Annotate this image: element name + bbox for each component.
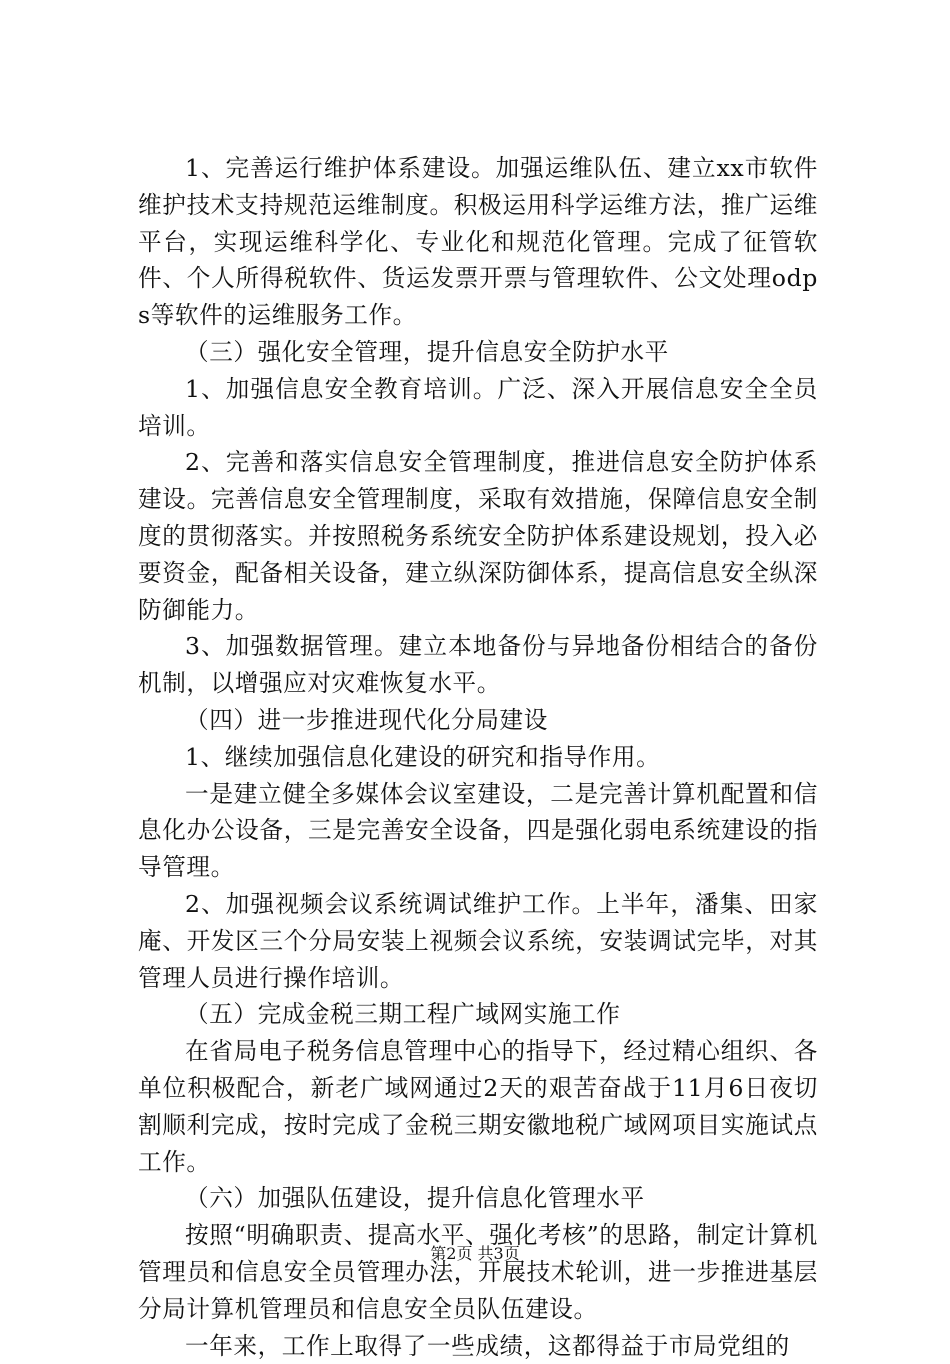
paragraph-summary: 一年来，工作上取得了一些成绩，这都得益于市局党组的 bbox=[138, 1328, 818, 1364]
paragraph-security-rules: 2、完善和落实信息安全管理制度，推进信息安全防护体系建设。完善信息安全管理制度，采取有效措施，保障信息安全制度的贯彻落实。并按照税务系统安全防护体系建设规划，投入必要资金，配备相关设备，建立纵深防御体系，提高信息安全纵深防御能力。 bbox=[138, 444, 818, 628]
heading-security: （三）强化安全管理，提升信息安全防护水平 bbox=[138, 334, 818, 371]
paragraph-video-conference: 2、加强视频会议系统调试维护工作。上半年，潘集、田家庵、开发区三个分局安装上视频会议系统，安装调试完毕，对其管理人员进行操作培训。 bbox=[138, 886, 818, 996]
paragraph-admin-training: 按照“明确职责、提高水平、强化考核”的思路，制定计算机管理员和信息安全员管理办法，开展技术轮训，进一步推进基层分局计算机管理员和信息安全员队伍建设。 bbox=[138, 1217, 818, 1327]
paragraph-ops-system: 1、完善运行维护体系建设。加强运维队伍、建立xx市软件维护技术支持规范运维制度。积极运用科学运维方法，推广运维平台，实现运维科学化、专业化和规范化管理。完成了征管软件、个人所得税软件、货运发票开票与管理软件、公文处理odps等软件的运维服务工作。 bbox=[138, 150, 818, 334]
heading-wan-project: （五）完成金税三期工程广域网实施工作 bbox=[138, 996, 818, 1033]
paragraph-data-management: 3、加强数据管理。建立本地备份与异地备份相结合的备份机制，以增强应对灾难恢复水平。 bbox=[138, 628, 818, 702]
paragraph-security-training: 1、加强信息安全教育培训。广泛、深入开展信息安全全员培训。 bbox=[138, 371, 818, 445]
heading-team-building: （六）加强队伍建设，提升信息化管理水平 bbox=[138, 1180, 818, 1217]
heading-modernization: （四）进一步推进现代化分局建设 bbox=[138, 702, 818, 739]
paragraph-wan-cutover: 在省局电子税务信息管理中心的指导下，经过精心组织、各单位积极配合，新老广域网通过2天的艰苦奋战于11月6日夜切割顺利完成，按时完成了金税三期安徽地税广域网项目实施试点工作。 bbox=[138, 1033, 818, 1180]
paragraph-multimedia-rooms: 一是建立健全多媒体会议室建设，二是完善计算机配置和信息化办公设备，三是完善安全设备，四是强化弱电系统建设的指导管理。 bbox=[138, 776, 818, 886]
page-number-footer: 第2页 共3页 bbox=[0, 1244, 950, 1264]
document-body bbox=[138, 150, 818, 1364]
paragraph-informatization-research: 1、继续加强信息化建设的研究和指导作用。 bbox=[138, 739, 818, 776]
